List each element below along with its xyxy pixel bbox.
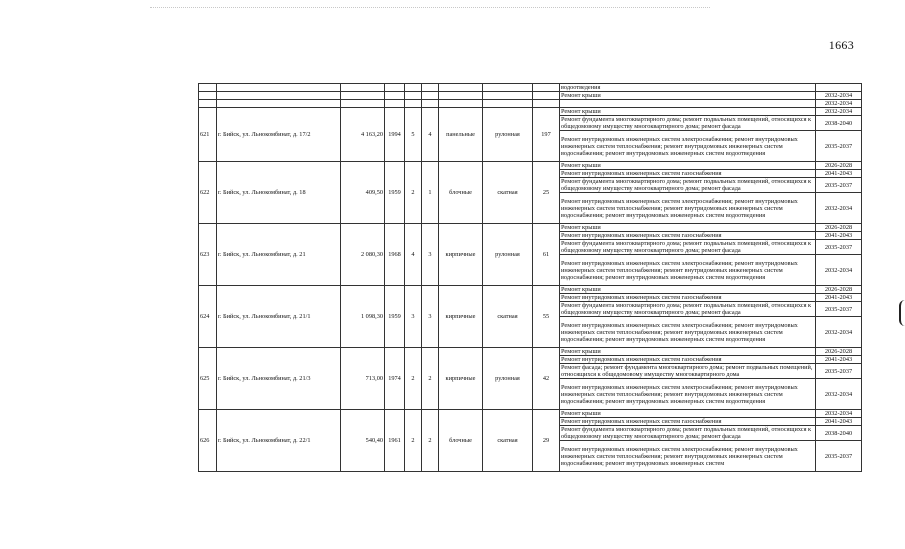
empty-cell [341,84,385,92]
record-year: 1968 [385,224,405,286]
empty-cell [483,84,533,92]
table-row [199,84,862,92]
table-row [199,92,862,100]
empty-cell [199,100,217,108]
work-cell: Ремонт крыши [560,92,816,100]
work-cell: Ремонт внутридомовых инженерных систем газоснабжения [560,356,816,364]
term-cell [816,84,862,92]
capital-repair-table [198,83,862,472]
term-cell: 2026-2028 [816,286,862,294]
empty-cell [422,100,439,108]
work-cell: водоотведения [560,84,816,92]
record-flats: 25 [533,162,560,224]
work-cell: Ремонт внутридомовых инженерных систем электроснабжения; ремонт внутридомовых инженерных систем теплоснабжения; ремонт внутридомовых инженерных систем водоснабжения; ремонт внутридомовых инженерных систем водоотведения [560,131,816,162]
work-cell: Ремонт фасада; ремонт фундамента многоквартирного дома; ремонт подвальных помещений, относящихся к общедомовому имуществу многоквартирного дома [560,364,816,379]
work-cell: Ремонт крыши [560,162,816,170]
record-flats: 29 [533,410,560,472]
record-entrances: 3 [422,224,439,286]
empty-cell [405,84,422,92]
term-cell: 2035-2037 [816,441,862,472]
empty-cell [405,100,422,108]
term-cell: 2026-2028 [816,224,862,232]
empty-cell [217,100,341,108]
record-address: г. Бийск, ул. Льнокомбинат, д. 18 [217,162,341,224]
work-cell: Ремонт крыши [560,410,816,418]
empty-cell [533,84,560,92]
empty-cell [439,92,483,100]
empty-cell [385,92,405,100]
table-row [199,100,862,108]
term-cell: 2041-2043 [816,356,862,364]
term-cell: 2032-2034 [816,100,862,108]
table-row [199,348,862,356]
empty-cell [483,92,533,100]
term-cell: 2038-2040 [816,426,862,441]
term-cell: 2032-2034 [816,410,862,418]
record-year: 1994 [385,108,405,162]
empty-cell [341,100,385,108]
record-floors: 3 [405,286,422,348]
empty-cell [422,84,439,92]
term-cell: 2035-2037 [816,364,862,379]
record-address: г. Бийск, ул. Льнокомбинат, д. 17/2 [217,108,341,162]
empty-cell [217,84,341,92]
term-cell: 2035-2037 [816,131,862,162]
record-area: 540,40 [341,410,385,472]
term-cell: 2026-2028 [816,348,862,356]
empty-cell [405,92,422,100]
record-entrances: 4 [422,108,439,162]
record-entrances: 3 [422,286,439,348]
record-roof: рулонная [483,108,533,162]
work-cell: Ремонт крыши [560,224,816,232]
empty-cell [483,100,533,108]
record-area: 2 080,30 [341,224,385,286]
work-cell: Ремонт внутридомовых инженерных систем электроснабжения; ремонт внутридомовых инженерных систем теплоснабжения; ремонт внутридомовых инженерных систем водоснабжения; ремонт внутридомовых инженерных систем [560,441,816,472]
work-cell: Ремонт фундамента многоквартирного дома; ремонт подвальных помещений, относящихся к общедомовому имуществу многоквартирного дома; ремонт фасада [560,426,816,441]
term-cell: 2041-2043 [816,232,862,240]
work-cell: Ремонт крыши [560,348,816,356]
record-walls: панельные [439,108,483,162]
work-cell: Ремонт крыши [560,286,816,294]
work-cell: Ремонт внутридомовых инженерных систем газоснабжения [560,294,816,302]
table-row [199,286,862,294]
term-cell: 2035-2037 [816,240,862,255]
empty-cell [199,92,217,100]
work-cell [560,100,816,108]
record-year: 1959 [385,162,405,224]
record-walls: кирпичные [439,348,483,410]
page-number: 1663 [828,38,854,52]
record-entrances: 1 [422,162,439,224]
record-number: 622 [199,162,217,224]
empty-cell [422,92,439,100]
empty-cell [385,100,405,108]
record-walls: кирпичные [439,224,483,286]
empty-cell [439,84,483,92]
empty-cell [533,92,560,100]
term-cell: 2032-2034 [816,317,862,348]
term-cell: 2035-2037 [816,302,862,317]
record-year: 1959 [385,286,405,348]
work-cell: Ремонт внутридомовых инженерных систем электроснабжения; ремонт внутридомовых инженерных систем теплоснабжения; ремонт внутридомовых инженерных систем водоснабжения; ремонт внутридомовых инженерных систем водоотведения [560,317,816,348]
record-year: 1961 [385,410,405,472]
record-area: 4 163,20 [341,108,385,162]
record-roof: скатная [483,286,533,348]
record-address: г. Бийск, ул. Льнокомбинат, д. 21 [217,224,341,286]
record-floors: 5 [405,108,422,162]
work-cell: Ремонт внутридомовых инженерных систем газоснабжения [560,170,816,178]
empty-cell [199,84,217,92]
work-cell: Ремонт внутридомовых инженерных систем газоснабжения [560,232,816,240]
record-flats: 61 [533,224,560,286]
table-row [199,162,862,170]
table-row [199,224,862,232]
record-walls: блочные [439,410,483,472]
record-year: 1974 [385,348,405,410]
term-cell: 2032-2034 [816,108,862,116]
record-address: г. Бийск, ул. Льнокомбинат, д. 21/1 [217,286,341,348]
work-cell: Ремонт фундамента многоквартирного дома; ремонт подвальных помещений, относящихся к общедомовому имуществу многоквартирного дома; ремонт фасада [560,178,816,193]
empty-cell [217,92,341,100]
table-body [199,84,862,472]
work-cell: Ремонт фундамента многоквартирного дома; ремонт подвальных помещений, относящихся к общедомовому имуществу многоквартирного дома; ремонт фасада [560,116,816,131]
record-walls: кирпичные [439,286,483,348]
record-flats: 55 [533,286,560,348]
work-cell: Ремонт фундамента многоквартирного дома; ремонт подвальных помещений, относящихся к общедомовому имуществу многоквартирного дома; ремонт фасада [560,240,816,255]
record-area: 1 098,30 [341,286,385,348]
record-address: г. Бийск, ул. Льнокомбинат, д. 21/3 [217,348,341,410]
term-cell: 2032-2034 [816,379,862,410]
empty-cell [341,92,385,100]
record-flats: 197 [533,108,560,162]
record-entrances: 2 [422,348,439,410]
scan-edge-mark [899,300,905,326]
record-entrances: 2 [422,410,439,472]
empty-cell [385,84,405,92]
record-roof: скатная [483,410,533,472]
empty-cell [439,100,483,108]
record-number: 624 [199,286,217,348]
term-cell: 2041-2043 [816,418,862,426]
record-number: 626 [199,410,217,472]
term-cell: 2038-2040 [816,116,862,131]
work-cell: Ремонт внутридомовых инженерных систем электроснабжения; ремонт внутридомовых инженерных систем теплоснабжения; ремонт внутридомовых инженерных систем водоснабжения; ремонт внутридомовых инженерных систем водоотведения [560,255,816,286]
record-roof: рулонная [483,224,533,286]
scan-artifact-line [150,7,710,8]
record-address: г. Бийск, ул. Льнокомбинат, д. 22/1 [217,410,341,472]
record-area: 409,50 [341,162,385,224]
term-cell: 2026-2028 [816,162,862,170]
record-number: 621 [199,108,217,162]
work-cell: Ремонт фундамента многоквартирного дома; ремонт подвальных помещений, относящихся к общедомовому имуществу многоквартирного дома; ремонт фасада [560,302,816,317]
work-cell: Ремонт внутридомовых инженерных систем газоснабжения [560,418,816,426]
term-cell: 2032-2034 [816,92,862,100]
record-number: 625 [199,348,217,410]
record-number: 623 [199,224,217,286]
record-floors: 2 [405,162,422,224]
work-cell: Ремонт крыши [560,108,816,116]
record-walls: блочные [439,162,483,224]
term-cell: 2041-2043 [816,170,862,178]
record-roof: скатная [483,162,533,224]
record-area: 713,00 [341,348,385,410]
work-cell: Ремонт внутридомовых инженерных систем электроснабжения; ремонт внутридомовых инженерных систем теплоснабжения; ремонт внутридомовых инженерных систем водоснабжения; ремонт внутридомовых инженерных систем водоотведения [560,193,816,224]
work-cell: Ремонт внутридомовых инженерных систем электроснабжения; ремонт внутридомовых инженерных систем теплоснабжения; ремонт внутридомовых инженерных систем водоснабжения; ремонт внутридомовых инженерных систем водоотведения [560,379,816,410]
table-row [199,108,862,116]
record-floors: 2 [405,410,422,472]
term-cell: 2032-2034 [816,255,862,286]
empty-cell [533,100,560,108]
term-cell: 2035-2037 [816,178,862,193]
record-flats: 42 [533,348,560,410]
term-cell: 2032-2034 [816,193,862,224]
term-cell: 2041-2043 [816,294,862,302]
record-floors: 2 [405,348,422,410]
table-row [199,410,862,418]
record-roof: рулонная [483,348,533,410]
record-floors: 4 [405,224,422,286]
